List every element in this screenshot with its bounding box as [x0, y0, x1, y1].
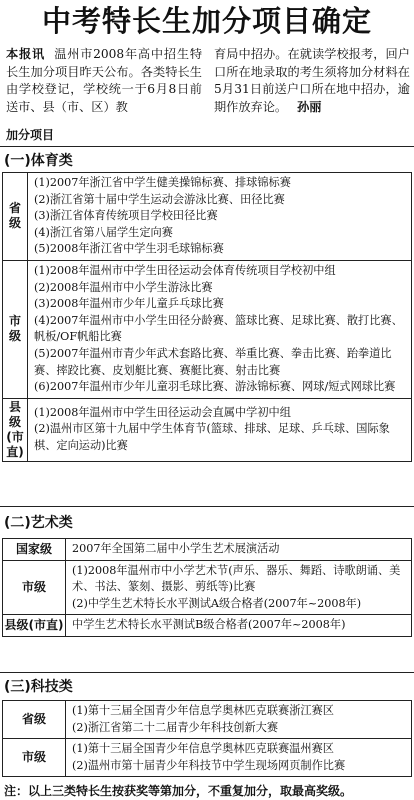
- list-item: (6)2007年温州市少年儿童羽毛球比赛、游泳锦标赛、网球/短式网球比赛: [34, 380, 396, 394]
- list-item: (1)第十三届全国青少年信息学奥林匹克联赛温州赛区: [72, 742, 334, 756]
- list-item: (3)浙江省体育传统项目学校田径比赛: [34, 209, 218, 223]
- level-cell: [3, 173, 28, 261]
- table-row: [3, 398, 412, 461]
- list-item: (4)浙江省第八届学生定向赛: [34, 225, 173, 239]
- items-cell: [66, 539, 412, 561]
- list-item: 2007年全国第二届中小学生艺术展演活动: [72, 542, 280, 555]
- section-title-arts: (二)艺术类: [4, 515, 73, 531]
- section-title-sports: (一)体育类: [4, 153, 73, 169]
- list-item: (1)2008年温州市中学生田径运动会直属中学初中组: [34, 405, 291, 419]
- intro-column-1: [6, 46, 202, 116]
- level-label: 县级(市直): [6, 399, 24, 459]
- list-item: (1)2008年温州市中小学艺术节(声乐、器乐、舞蹈、诗歌朗诵、美术、书法、篆刻、摄影、剪纸等)比赛: [72, 563, 401, 594]
- table-row: [3, 701, 412, 739]
- level-label: 市级: [21, 750, 46, 765]
- intro-tag: 本报讯: [6, 47, 45, 61]
- list-item: 中学生艺术特长水平测试B级合格者(2007年~2008年): [72, 618, 346, 632]
- table-row: [3, 173, 412, 261]
- level-cell: [3, 739, 66, 777]
- list-item: (2)温州市第十届青少年科技节中学生现场网页制作比赛: [72, 758, 346, 772]
- table-row: [3, 539, 412, 561]
- section-divider: [0, 506, 414, 507]
- list-item: (1)第十三届全国青少年信息学奥林匹克联赛浙江赛区: [72, 704, 334, 717]
- sports-table: [2, 172, 412, 462]
- intro-author: 孙丽: [297, 99, 322, 114]
- section-divider: [0, 672, 414, 673]
- list-item: (5)2008年浙江省中学生羽毛球锦标赛: [34, 242, 224, 256]
- items-cell: [28, 260, 412, 398]
- items-label: 加分项目: [6, 128, 55, 142]
- items-cell: [28, 398, 412, 461]
- level-label: 省级: [21, 712, 46, 727]
- footnote: 注：以上三类特长生按获奖等第加分，不重复加分，取最高奖级。: [4, 784, 353, 798]
- intro-text-2: 育局中招办。在就读学校报考，回户口所在地录取的考生须将加分材料在5月31日前送户口所在地中招办，逾期作放弃论。: [214, 47, 410, 114]
- intro-text-1: 温州市2008年高中招生特长生加分项目昨天公布。各类特长生由学校登记，学校统一于6月8日前送市、县（市、区）教: [6, 47, 203, 114]
- items-cell: [66, 739, 412, 777]
- items-cell: [66, 701, 412, 739]
- items-cell: [28, 173, 412, 261]
- level-cell: [3, 260, 28, 398]
- headline: 中考特长生加分项目确定: [41, 4, 372, 38]
- list-item: (2)浙江省第二十二届青少年科技创新大赛: [72, 720, 279, 734]
- list-item: (5)2007年温州市青少年武术套路比赛、举重比赛、拳击比赛、跆拳道比赛、摔跤比赛、皮划艇比赛、赛艇比赛、射击比赛: [34, 346, 392, 377]
- table-row: [3, 739, 412, 777]
- section-title-technology: (三)科技类: [4, 679, 73, 695]
- table-row: [3, 260, 412, 398]
- table-row: [3, 560, 412, 615]
- list-item: (3)2008年温州市少年儿童乒乓球比赛: [34, 297, 224, 311]
- level-label: 市级: [21, 579, 46, 594]
- table-row: [3, 615, 412, 637]
- level-cell: [3, 560, 66, 615]
- list-item: (4)2007年温州市中小学生田径分龄赛、篮球比赛、足球比赛、散打比赛、帆板/OF帆船比赛: [34, 313, 403, 344]
- level-label: 市级: [8, 314, 21, 344]
- technology-table: [2, 700, 412, 777]
- items-cell: [66, 615, 412, 637]
- level-label: 国家级: [15, 541, 52, 556]
- level-label: 县级(市直): [4, 618, 64, 633]
- level-label: 省级: [8, 201, 21, 231]
- level-cell: [3, 539, 66, 561]
- list-item: (2)浙江省第十届中学生运动会游泳比赛、田径比赛: [34, 192, 285, 206]
- arts-table: [2, 538, 412, 637]
- list-item: (2)中学生艺术特长水平测试A级合格者(2007年~2008年): [72, 596, 362, 610]
- section-divider: [0, 146, 414, 147]
- list-item: (1)2008年温州市中学生田径运动会体育传统项目学校初中组: [34, 263, 336, 277]
- intro-column-2: [214, 46, 410, 116]
- level-cell: [3, 615, 66, 637]
- level-cell: [3, 398, 28, 461]
- list-item: (2)温州市区第十九届中学生体育节(篮球、排球、足球、乒乓球、国际象棋、定向运动)比赛: [34, 422, 390, 453]
- list-item: (2)2008年温州市中小学生游泳比赛: [34, 280, 213, 294]
- level-cell: [3, 701, 66, 739]
- items-cell: [66, 560, 412, 615]
- list-item: (1)2007年浙江省中学生健美操锦标赛、排球锦标赛: [34, 176, 291, 189]
